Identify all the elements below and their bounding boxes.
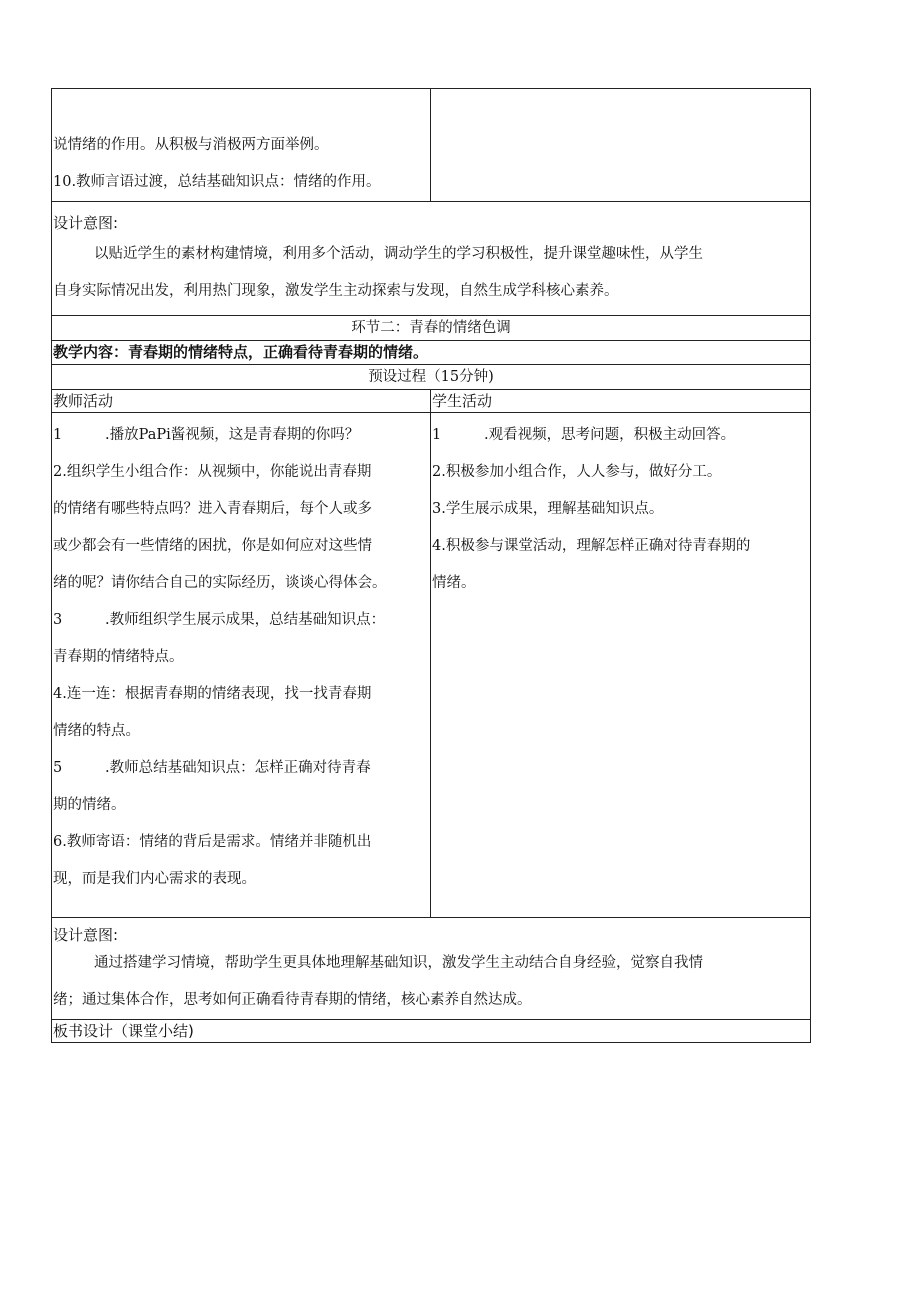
design-intent-1-line-2: 自身实际情况出发，利用热门现象，激发学生主动探索与发现，自然生成学科核心素养。: [53, 283, 619, 299]
lesson-plan-page: [51, 88, 811, 1043]
teacher-activity-header: 教师活动: [53, 392, 114, 410]
lesson-plan-table: [51, 88, 811, 1043]
design-intent-cell-1: [52, 202, 811, 316]
teacher-activity-3: 的情绪有哪些特点吗？进入青春期后，每个人或多: [53, 501, 372, 517]
design-intent-1-line-1: 以贴近学生的素材构建情境，利用多个活动，调动学生的学习积极性，提升课堂趣味性，从学生: [94, 246, 703, 262]
design-intent-2-line-2: 绪；通过集体合作，思考如何正确看待青春期的情绪，核心素养自然达成。: [53, 992, 532, 1008]
design-intent-2-line-1: 通过搭建学习情境，帮助学生更具体地理解基础知识，激发学生主动结合自身经验，觉察自我情: [94, 955, 703, 971]
teacher-activity-9: 情绪的特点。: [53, 723, 140, 739]
board-design-label: 板书设计（课堂小结): [53, 1022, 194, 1040]
teacher-activity-list: [52, 413, 430, 898]
process-title: [52, 365, 810, 389]
design-intent-text-2: [52, 945, 810, 1019]
top-left-text: [52, 89, 430, 201]
design-intent-row-1: [52, 202, 811, 316]
teacher-activity-7: 青春期的情绪特点。: [53, 649, 184, 665]
teacher-activity-1: 1 .播放PaPi酱视频，这是青春期的你吗？: [53, 427, 360, 443]
student-header-cell: [431, 390, 811, 413]
top-activity-row: [52, 89, 811, 202]
section-title-row: [52, 316, 811, 341]
student-activity-1: 1 .观看视频，思考问题，积极主动回答。: [432, 427, 736, 443]
teacher-header-cell: [52, 390, 431, 413]
teacher-activity-8: 4.连一连：根据青春期的情绪表现，找一找青春期: [53, 686, 372, 702]
section-title: [52, 316, 810, 340]
teaching-content: 教学内容：青春期的情绪特点，正确看待青春期的情绪。: [53, 343, 429, 361]
design-intent-cell-2: [52, 918, 811, 1020]
student-activity-2: 2.积极参加小组合作，人人参与，做好分工。: [432, 464, 722, 480]
design-intent-row-2: [52, 918, 811, 1020]
top-right-cell: [431, 89, 811, 202]
board-design-row: [52, 1020, 811, 1043]
board-design-cell: [52, 1020, 811, 1043]
teacher-activity-13: 现，而是我们内心需求的表现。: [53, 871, 256, 887]
content-cell: [52, 341, 811, 365]
design-intent-label-1: 设计意图:: [53, 214, 119, 232]
teacher-activity-10: 5 .教师总结基础知识点：怎样正确对待青春: [53, 760, 371, 776]
student-activity-4: 4.积极参与课堂活动，理解怎样正确对待青春期的: [432, 538, 751, 554]
student-activity-header: 学生活动: [432, 392, 493, 410]
activity-header-row: [52, 390, 811, 413]
section-title-prefix: 环节二：: [351, 320, 410, 336]
teacher-activity-5: 绪的呢？请你结合自己的实际经历，谈谈心得体会。: [53, 575, 387, 591]
process-cell: [52, 365, 811, 390]
teacher-activity-11: 期的情绪。: [53, 797, 126, 813]
process-title-main: 预设过程: [368, 369, 427, 385]
teacher-activity-cell: [52, 413, 431, 918]
process-time: （15分钟): [426, 369, 494, 385]
section-title-main: 青春的情绪色调: [409, 320, 511, 336]
design-intent-text-1: [52, 236, 810, 310]
section-title-cell: [52, 316, 811, 341]
teacher-activity-2: 2.组织学生小组合作：从视频中，你能说出青春期: [53, 464, 372, 480]
student-activity-3: 3.学生展示成果，理解基础知识点。: [432, 501, 664, 517]
process-row: [52, 365, 811, 390]
content-row: [52, 341, 811, 365]
design-intent-label-2: 设计意图:: [53, 926, 119, 944]
student-activity-list: [431, 413, 810, 602]
top-line-1: 说情绪的作用。从积极与消极两方面举例。: [53, 137, 329, 153]
teacher-activity-12: 6.教师寄语：情绪的背后是需求。情绪并非随机出: [53, 834, 372, 850]
teacher-activity-4: 或少都会有一些情绪的困扰，你是如何应对这些情: [53, 538, 372, 554]
teacher-activity-6: 3 .教师组织学生展示成果，总结基础知识点：: [53, 612, 386, 628]
activity-body-row: [52, 413, 811, 918]
top-left-cell: [52, 89, 431, 202]
student-activity-cell: [431, 413, 811, 918]
student-activity-5: 情绪。: [432, 575, 476, 591]
top-line-2: 10.教师言语过渡，总结基础知识点：情绪的作用。: [53, 174, 381, 190]
